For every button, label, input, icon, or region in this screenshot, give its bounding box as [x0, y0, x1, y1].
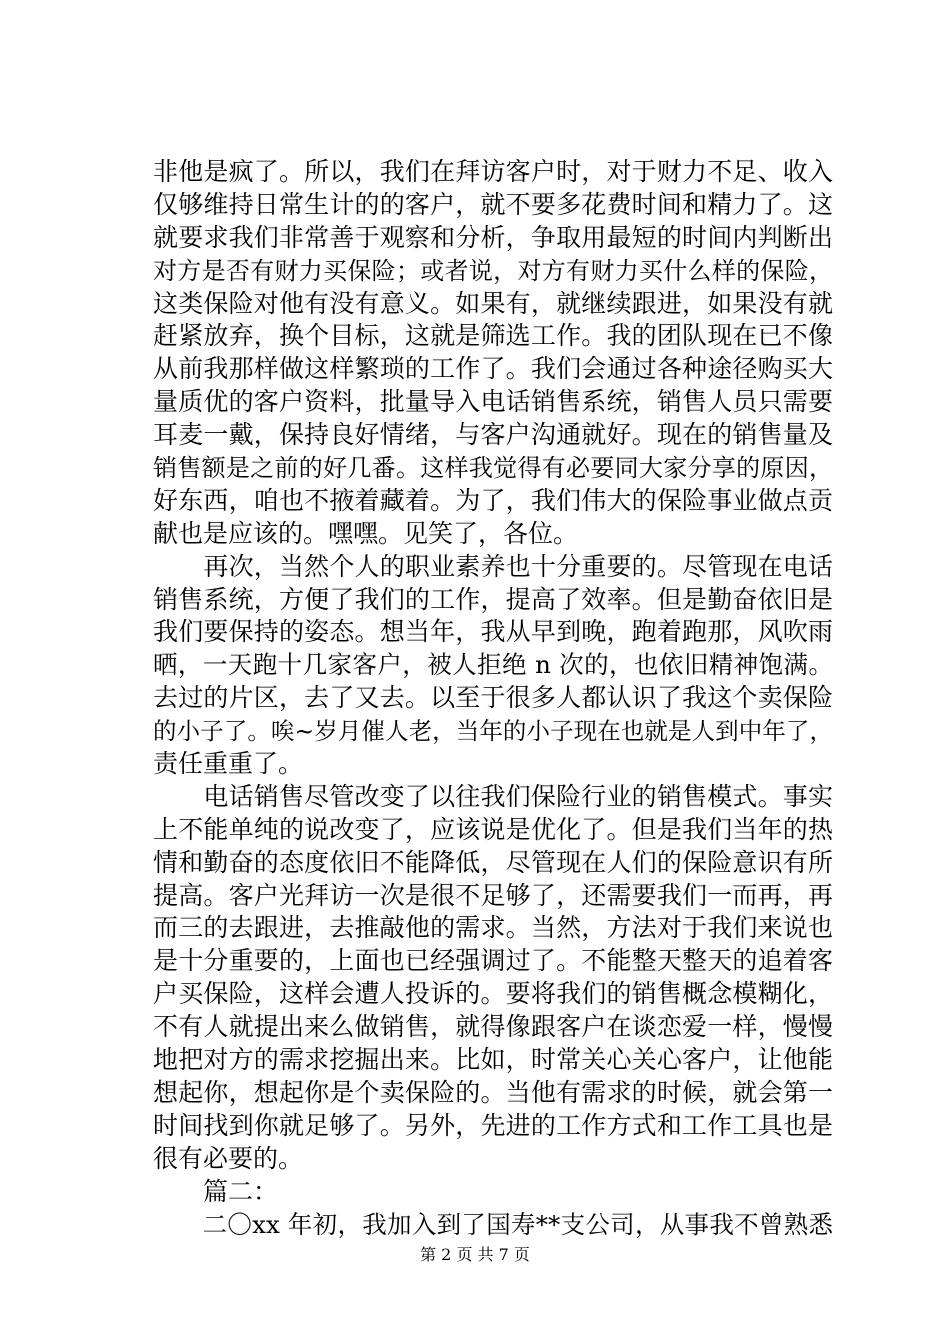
- text-line: 户买保险，这样会遭人投诉的。要将我们的销售概念模糊化，: [153, 979, 833, 1009]
- text-line: 献也是应该的。嘿嘿。见笑了，各位。: [153, 518, 579, 548]
- text-line: 赶紧放弃，换个目标，这就是筛选工作。我的团队现在已不像: [153, 321, 833, 351]
- section-heading: 篇二：: [153, 1176, 279, 1206]
- text-line: 很有必要的。: [153, 1143, 304, 1173]
- text-line: 是十分重要的，上面也已经强调过了。不能整天整天的追着客: [153, 946, 833, 976]
- text-line: 好东西，咱也不掖着藏着。为了，我们伟大的保险事业做点贡: [153, 485, 833, 515]
- text-line: 时间找到你就足够了。另外，先进的工作方式和工作工具也是: [153, 1110, 833, 1140]
- document-body: [153, 156, 833, 1241]
- text-line: 销售系统，方便了我们的工作，提高了效率。但是勤奋依旧是: [153, 584, 833, 614]
- text-line: 提高。客户光拜访一次是很不足够了，还需要我们一而再，再: [153, 880, 833, 910]
- text-line: 上不能单纯的说改变了，应该说是优化了。但是我们当年的热: [153, 814, 833, 844]
- text-line: 去过的片区，去了又去。以至于很多人都认识了我这个卖保险: [153, 683, 833, 713]
- page-footer: 第 2 页 共 7 页: [420, 1245, 530, 1264]
- text-line: 这类保险对他有没有意义。如果有，就继续跟进，如果没有就: [153, 288, 833, 318]
- text-line: 量质优的客户资料，批量导入电话销售系统，销售人员只需要: [153, 387, 833, 417]
- text-line: 地把对方的需求挖掘出来。比如，时常关心关心客户，让他能: [153, 1045, 833, 1075]
- text-line: 不有人就提出来么做销售，就得像跟客户在谈恋爱一样，慢慢: [153, 1012, 833, 1042]
- text-line: 销售额是之前的好几番。这样我觉得有必要同大家分享的原因，: [153, 454, 833, 483]
- text-line: 电话销售尽管改变了以往我们保险行业的销售模式。事实: [153, 781, 833, 811]
- text-line: 非他是疯了。所以，我们在拜访客户时，对于财力不足、收入: [153, 157, 833, 186]
- text-line: 想起你，想起你是个卖保险的。当他有需求的时候，就会第一: [153, 1077, 833, 1107]
- text-line: 对方是否有财力买保险；或者说，对方有财力买什么样的保险，: [153, 256, 833, 285]
- text-line: 我们要保持的姿态。想当年，我从早到晚，跑着跑那，风吹雨: [153, 617, 833, 647]
- text-line: 再次，当然个人的职业素养也十分重要的。尽管现在电话: [153, 551, 833, 581]
- text-line: 就要求我们非常善于观察和分析，争取用最短的时间内判断出: [153, 222, 833, 252]
- text-line: 而三的去跟进，去推敲他的需求。当然，方法对于我们来说也: [153, 913, 833, 943]
- text-line: 从前我那样做这样繁琐的工作了。我们会通过各种途径购买大: [153, 354, 833, 384]
- text-line: 的小子了。唉~岁月催人老，当年的小子现在也就是人到中年了，: [153, 717, 833, 746]
- text-line: 责任重重了。: [153, 749, 304, 779]
- text-line: 晒，一天跑十几家客户，被人拒绝 n 次的，也依旧精神饱满。: [153, 650, 833, 680]
- text-line: 耳麦一戴，保持良好情绪，与客户沟通就好。现在的销售量及: [153, 420, 833, 450]
- text-line: 情和勤奋的态度依旧不能降低，尽管现在人们的保险意识有所: [153, 847, 833, 877]
- text-line: 二〇xx 年初，我加入到了国寿**支公司，从事我不曾熟悉: [153, 1209, 833, 1239]
- text-line: 仅够维持日常生计的的客户，就不要多花费时间和精力了。这: [153, 189, 833, 219]
